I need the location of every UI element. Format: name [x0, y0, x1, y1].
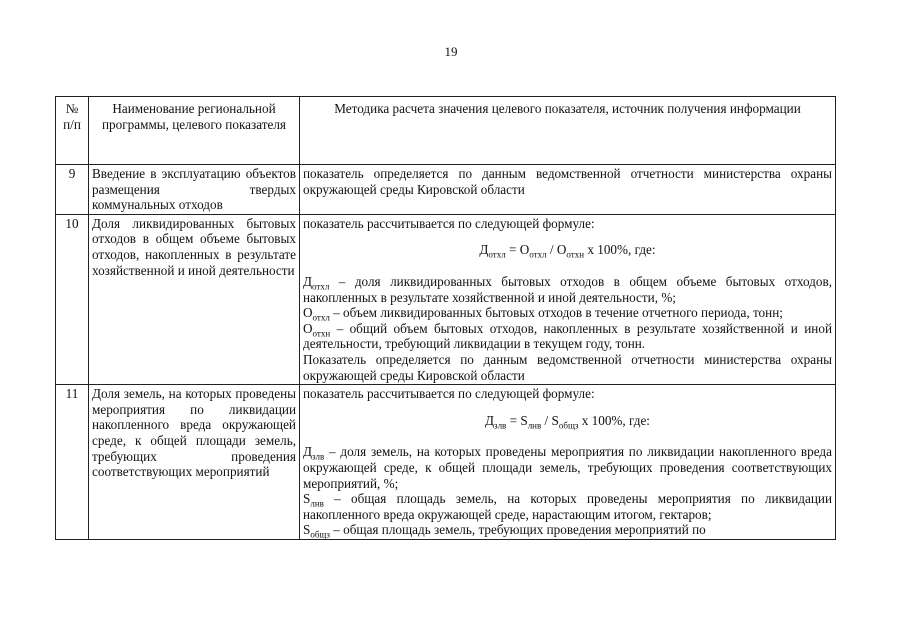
method-intro: показатель рассчитывается по следующей формуле: — [303, 215, 595, 231]
source-note: Показатель определяется по данным ведомственной отчетности министерства охраны окружающей среды Кировской области — [303, 351, 832, 383]
table-row — [56, 385, 836, 540]
header-method: Методика расчета значения целевого показателя, источник получения информации — [300, 97, 836, 165]
method-text: показатель определяется по данным ведомственной отчетности министерства охраны окружающей среды Кировской области — [303, 166, 832, 197]
method-cell — [300, 214, 836, 384]
definition: $Д_{отхл}$ – доля ликвидированных бытовых отходов в общем объеме бытовых отходов, накопленных в результате хозяйственной и иной деятельности, %; — [303, 273, 832, 305]
definition: $О_{отхл}$ – объем ликвидированных бытовых отходов в течение отчетного периода, тонн; — [303, 305, 783, 323]
table-header-row — [56, 97, 836, 165]
indicator-name: Введение в эксплуатацию объектов размещения твердых коммунальных отходов — [89, 165, 300, 215]
formula: $Д_{отхл} = О_{отхл} / О_{отхн}$ х 100%, где: — [479, 242, 656, 261]
indicator-name: Доля земель, на которых проведены мероприятия по ликвидации накопленного вреда окружающей среде, к общей площади земель, требующих проведения соответствующих мероприятий — [89, 385, 300, 540]
row-number: 10 — [56, 214, 89, 384]
indicator-methodology-table — [55, 96, 836, 540]
header-name: Наименование региональной программы, целевого показателя — [89, 97, 300, 165]
definition: $S_{лнв}$ – общая площадь земель, на которых проведены мероприятия по ликвидации накопленного вреда окружающей среде, нарастающим итогом, гектаров; — [303, 491, 832, 522]
method-intro: показатель рассчитывается по следующей формуле: — [303, 386, 595, 402]
row-number: 9 — [56, 165, 89, 215]
definition: $Д_{злв}$ – доля земель, на которых проведены мероприятия по ликвидации накопленного вреда окружающей среде, к общей площади земель, требующих проведения соответствующих мероприятий, %; — [303, 444, 832, 491]
row-number: 11 — [56, 385, 89, 540]
indicator-name: Доля ликвидированных бытовых отходов в общем объеме бытовых отходов, накопленных в результате хозяйственной и иной деятельности — [89, 214, 300, 384]
table-row — [56, 214, 836, 384]
method-cell — [300, 385, 836, 540]
page-number: 19 — [444, 44, 458, 59]
table-row — [56, 165, 836, 215]
definition: $S_{общз}$ – общая площадь земель, требующих проведения мероприятий по — [303, 522, 706, 540]
method-cell — [300, 165, 836, 215]
formula: $Д_{злв} = S_{лнв} / S_{общз}$ х 100%, где: — [485, 412, 650, 431]
definition: $О_{отхн}$ – общий объем бытовых отходов, накопленных в результате хозяйственной и иной деятельности, требующий ликвидации в текущем году, тонн. — [303, 320, 832, 352]
page-crop-mask — [0, 597, 902, 640]
header-number: № п/п — [56, 97, 89, 165]
